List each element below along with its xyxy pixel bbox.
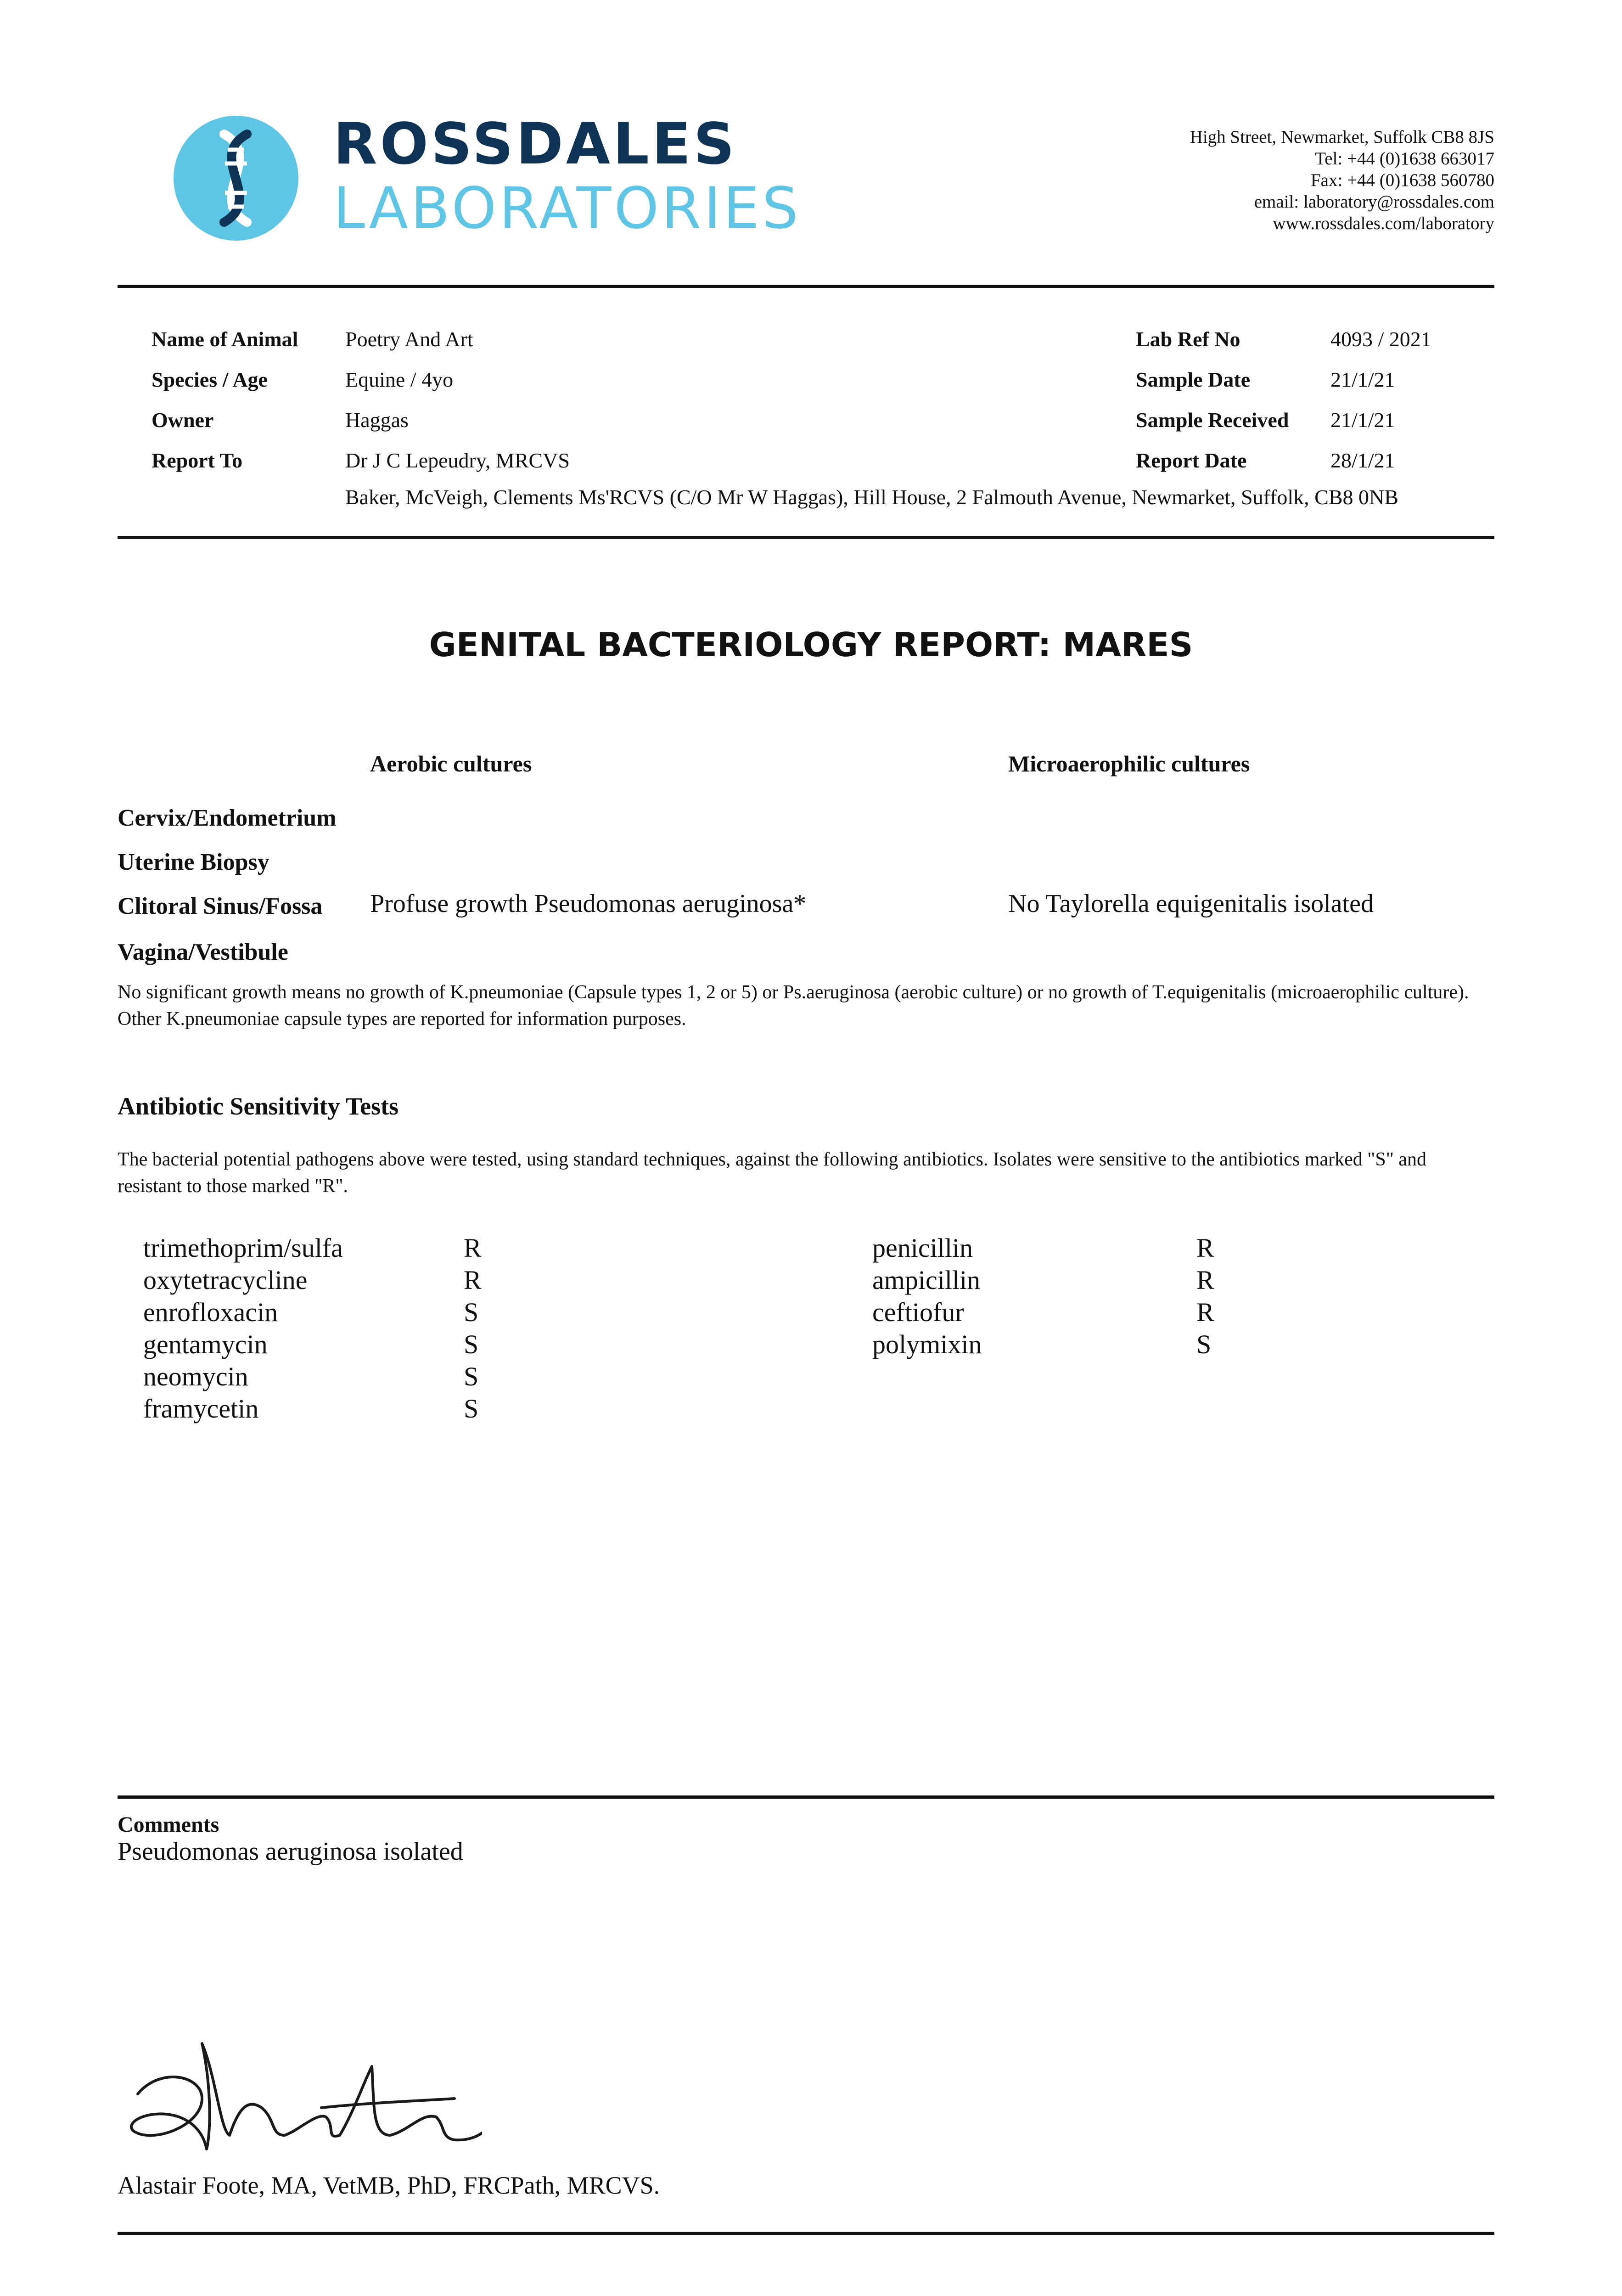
site-cervix-endometrium: Cervix/Endometrium — [118, 805, 337, 831]
label-sample-date: Sample Date — [1136, 368, 1251, 391]
report-title: GENITAL BACTERIOLOGY REPORT: MARES — [429, 625, 1193, 664]
value-report-address: Baker, McVeigh, Clements Ms'RCVS (C/O Mr W Haggas), Hill House, 2 Falmouth Avenue, Newmarket, Suffolk, CB8 0NB — [345, 485, 1398, 509]
antibiotic-results-left — [464, 1232, 482, 1425]
value-species-age: Equine / 4yo — [345, 368, 454, 391]
brand-name-line2: LABORATORIES — [333, 175, 801, 242]
contact-address: High Street, Newmarket, Suffolk CB8 8JS — [1190, 127, 1494, 147]
antibiotic-name: oxytetracycline — [143, 1265, 308, 1295]
label-species-age: Species / Age — [152, 368, 268, 391]
antibiotic-name: penicillin — [872, 1233, 973, 1263]
antibiotic-name: ampicillin — [872, 1265, 981, 1295]
antibiotic-result: S — [464, 1394, 479, 1424]
antibiotic-name: trimethoprim/sulfa — [143, 1233, 343, 1263]
antibiotic-result: R — [1196, 1233, 1214, 1263]
microaerophilic-result: No Taylorella equigenitalis isolated — [1008, 889, 1374, 918]
contact-tel: Tel: +44 (0)1638 663017 — [1315, 149, 1494, 169]
info-divider — [118, 536, 1494, 539]
column-header-aerobic: Aerobic cultures — [370, 751, 532, 777]
growth-note: No significant growth means no growth of K.pneumoniae (Capsule types 1, 2 or 5) or Ps.aeruginosa (aerobic culture) or no growth of T.equigenitalis (microaerophilic culture). Other K.pneumoniae capsule types are reported for information purposes. — [118, 982, 1469, 1030]
antibiotic-result: R — [1196, 1265, 1214, 1295]
site-uterine-biopsy: Uterine Biopsy — [118, 849, 269, 875]
comments-text: Pseudomonas aeruginosa isolated — [118, 1837, 463, 1866]
antibiotic-result: R — [1196, 1297, 1214, 1327]
value-owner: Haggas — [345, 408, 409, 432]
antibiotic-result: S — [464, 1297, 479, 1327]
label-owner: Owner — [152, 408, 214, 432]
antibiotic-result: S — [1196, 1329, 1212, 1359]
label-lab-ref: Lab Ref No — [1136, 327, 1240, 351]
aerobic-result: Profuse growth Pseudomonas aeruginosa* — [370, 889, 807, 918]
site-clitoral-sinus-fossa: Clitoral Sinus/Fossa — [118, 893, 323, 919]
antibiotic-list-left — [143, 1232, 343, 1425]
value-report-date: 28/1/21 — [1330, 449, 1395, 472]
value-report-to: Dr J C Lepeudry, MRCVS — [345, 449, 570, 472]
handwritten-signature-icon — [124, 2039, 482, 2158]
antibiotic-heading: Antibiotic Sensitivity Tests — [118, 1092, 399, 1120]
site-vagina-vestibule: Vagina/Vestibule — [118, 939, 288, 965]
antibiotic-name: framycetin — [143, 1394, 259, 1424]
value-sample-date: 21/1/21 — [1330, 368, 1395, 391]
value-sample-received: 21/1/21 — [1330, 408, 1395, 432]
comments-divider — [118, 1795, 1494, 1799]
value-lab-ref: 4093 / 2021 — [1330, 327, 1431, 351]
antibiotic-result: R — [464, 1233, 482, 1263]
antibiotic-name: polymixin — [872, 1329, 982, 1359]
antibiotic-results-right — [1196, 1232, 1214, 1361]
antibiotic-result: R — [464, 1265, 482, 1295]
antibiotic-intro: The bacterial potential pathogens above were tested, using standard techniques, against the following antibiotics. Isolates were sensitive to the antibiotics marked "S" and resistant to those marked "R". — [118, 1149, 1426, 1197]
column-header-microaerophilic: Microaerophilic cultures — [1008, 751, 1250, 777]
signatory-name: Alastair Foote, MA, VetMB, PhD, FRCPath, MRCVS. — [118, 2172, 660, 2199]
contact-block — [1190, 126, 1494, 234]
brand-name-line1: ROSSDALES — [333, 111, 737, 177]
antibiotic-name: ceftiofur — [872, 1297, 964, 1327]
contact-website: www.rossdales.com/laboratory — [1273, 214, 1494, 233]
label-animal-name: Name of Animal — [152, 327, 298, 351]
antibiotic-name: gentamycin — [143, 1329, 268, 1359]
label-report-to: Report To — [152, 449, 243, 472]
value-animal-name: Poetry And Art — [345, 327, 473, 351]
label-sample-received: Sample Received — [1136, 408, 1289, 432]
label-report-date: Report Date — [1136, 449, 1247, 472]
antibiotic-result: S — [464, 1362, 479, 1391]
comments-heading: Comments — [118, 1812, 219, 1837]
contact-email: email: laboratory@rossdales.com — [1254, 192, 1494, 212]
antibiotic-list-right — [872, 1232, 982, 1361]
rossdales-logo-icon — [174, 116, 298, 241]
antibiotic-result: S — [464, 1329, 479, 1359]
header-divider — [118, 285, 1494, 288]
antibiotic-name: neomycin — [143, 1362, 248, 1391]
footer-divider — [118, 2232, 1494, 2235]
antibiotic-name: enrofloxacin — [143, 1297, 278, 1327]
dna-helix-icon — [174, 116, 298, 241]
contact-fax: Fax: +44 (0)1638 560780 — [1310, 170, 1494, 190]
signature-image — [124, 2039, 482, 2161]
